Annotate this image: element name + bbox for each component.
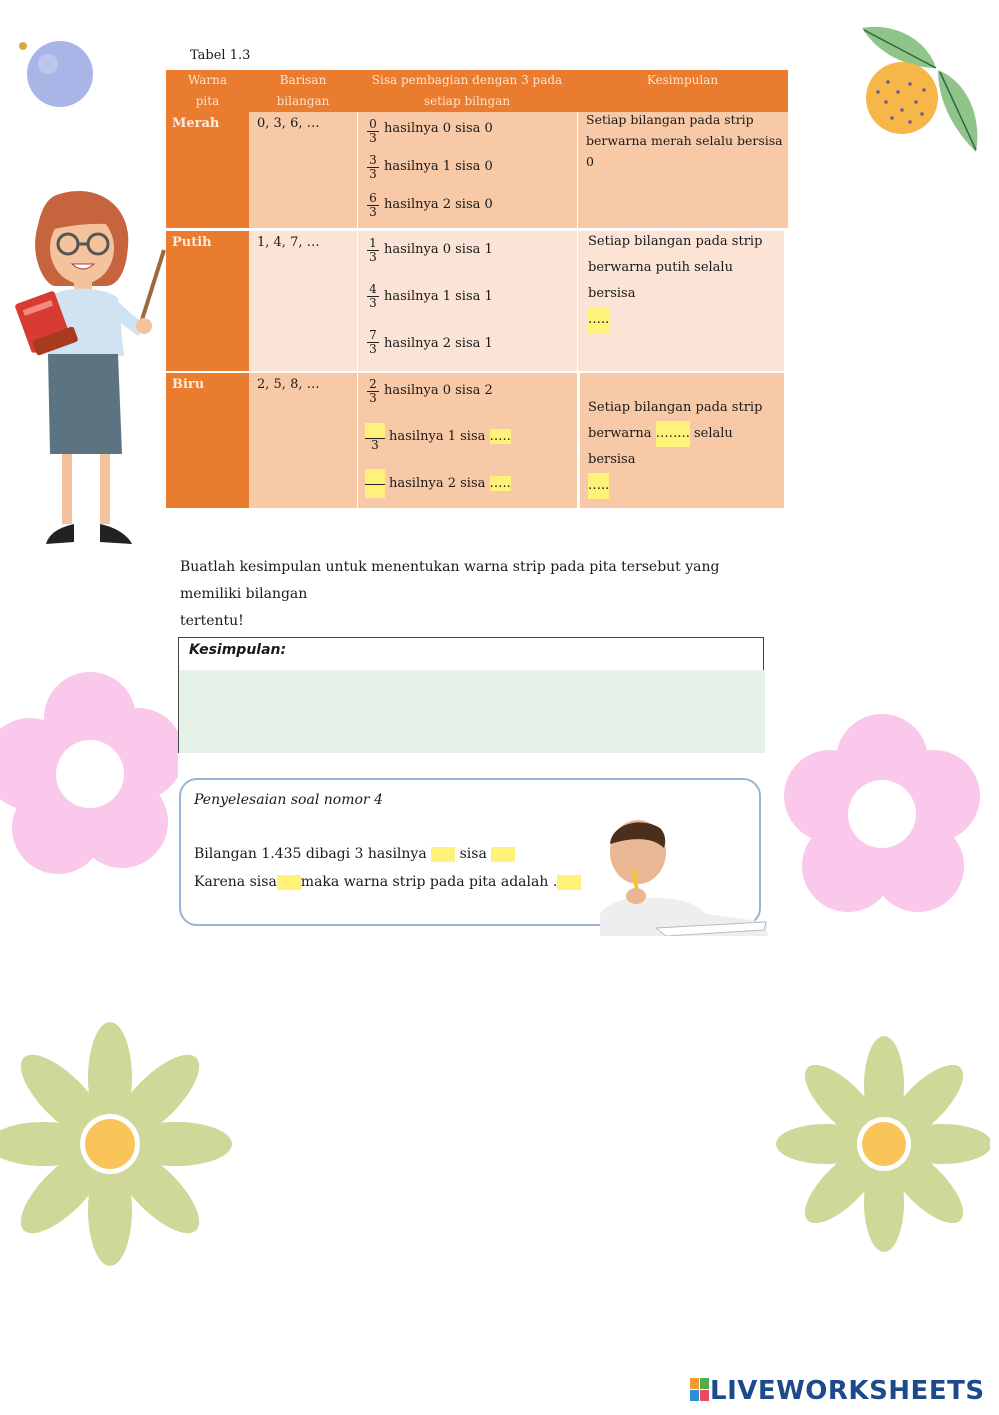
strip-color-input[interactable] [557,875,581,890]
fraction: $\frac{1}{3}$ [367,237,379,264]
answer-blank[interactable]: ….. [588,473,609,499]
fraction: $\frac{0}{3}$ [367,118,379,145]
conclusion-cell: Setiap bilangan pada strip berwarna merah selalu bersisa 0 [577,112,788,228]
kesimpulan-answer-area[interactable] [179,670,765,753]
green-flower-right-icon [776,1036,990,1252]
green-flower-left-icon [0,1022,232,1266]
division-cell: $\frac{2}{3}$ hasilnya 0 sisa 2 3 hasilnya 1 sisa ….. hasilnya 2 sisa ….. [357,373,577,508]
sequence-cell: 2, 5, 8, … [249,373,357,508]
division-cell: $\frac{1}{3}$ hasilnya 0 sisa 1 $\frac{4}{3}$ hasilnya 1 sisa 1 $\frac{7}{3}$ hasilnya 2 sisa 1 [357,231,577,371]
fraction-blank[interactable] [365,469,385,498]
table-header [166,70,788,112]
answer-blank[interactable]: …….. [656,421,690,447]
division-cell: $\frac{0}{3}$ hasilnya 0 sisa 0 $\frac{3}{3}$ hasilnya 1 sisa 0 $\frac{6}{3}$ hasilnya 2 sisa 0 [357,112,577,228]
answer-blank[interactable]: ….. [489,429,511,444]
table-caption: Tabel 1.3 [190,48,251,63]
table-row-biru [166,373,784,508]
live-badge-icon [690,1378,710,1402]
color-cell: Merah [166,112,249,228]
table-row-putih [166,231,784,371]
header-conclusion: Kesimpulan [646,73,719,87]
header-color: Warna pita [187,73,228,108]
instruction-text: Buatlah kesimpulan untuk menentukan warna strip pada pita tersebut yang memiliki bilangan tertentu! [180,559,720,629]
penyelesaian-line-2: Karena sisa maka warna strip pada pita adalah . [194,874,581,890]
fraction: $\frac{7}{3}$ [367,329,379,356]
fraction-blank[interactable]: 3 [365,423,385,452]
color-cell: Putih [166,231,249,371]
pink-flower-left-icon [0,672,178,874]
answer-blank[interactable]: ….. [588,307,609,333]
pink-flower-right-icon [782,712,984,914]
thinking-boy-illustration [596,818,768,936]
fraction: $\frac{4}{3}$ [367,283,379,310]
kesimpulan-title: Kesimpulan: [189,642,287,658]
teacher-illustration [14,186,170,554]
kesimpulan-box [178,637,764,753]
header-remainder: Sisa pembagian dengan 3 pada setiap bilngan [371,73,563,108]
liveworksheets-logo: LIVEWORKSHEETS [690,1376,985,1406]
penyelesaian-line-1: Bilangan 1.435 dibagi 3 hasilnya sisa [194,846,515,862]
ornament-ball-icon [18,36,98,108]
fraction: $\frac{3}{3}$ [367,154,379,181]
orange-fruit-icon [858,22,988,157]
remainder-input[interactable] [491,847,515,862]
table-row-merah [166,112,784,228]
fraction: $\frac{2}{3}$ [367,378,379,405]
color-cell: Biru [166,373,249,508]
header-sequence: Barisan bilangan [276,73,330,108]
sequence-cell: 0, 3, 6, … [249,112,357,228]
remainder-answer-input[interactable] [277,875,301,890]
answer-blank[interactable]: ….. [489,476,511,491]
conclusion-cell: Setiap bilangan pada strip berwarna putih selalu bersisa ….. [577,231,784,371]
fraction: $\frac{6}{3}$ [367,192,379,219]
sequence-cell: 1, 4, 7, … [249,231,357,371]
conclusion-cell: Setiap bilangan pada strip berwarna …….. selalu bersisa ….. [579,373,784,508]
quotient-input[interactable] [431,847,455,862]
penyelesaian-title: Penyelesaian soal nomor 4 [194,792,383,808]
